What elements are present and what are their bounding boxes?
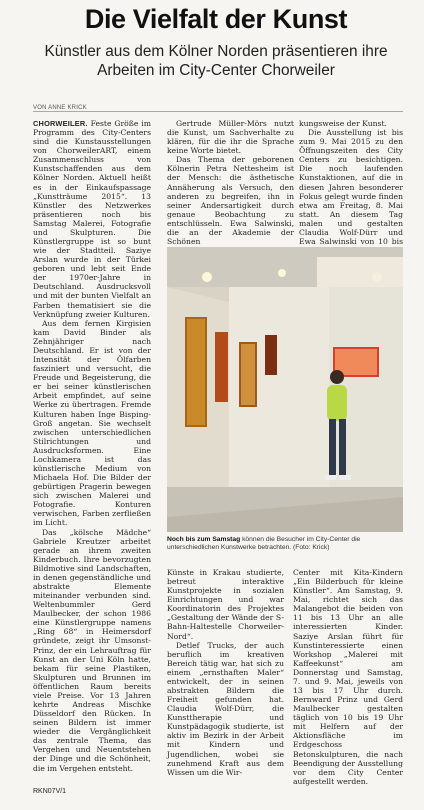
paragraph: Center mit Kita-Kindern „Ein Bilderbuch für kleine Künstler“. Am Samstag, 9. Mai, richtet sich das Malangebot die beiden von 11 bis 13 Uhr an alle interessierten Kinder. Saziye Arslan führt für Kunstinteressierte einen Workshop „Malerei mit Kaffeekunst“ am Donnerstag und Samstag, 7. und 9. Mai, jeweils von 13 bis 17 Uhr durch. Bernward Prinz und Gerd Maulbecker gestalten täglich von 10 bis 19 Uhr mit Helfern auf der Aktionsfläche im Erdgeschoss Betonskulpturen, die nach Beendigung der Ausstellung vor dem City Center aufgestellt werden. bbox=[293, 568, 403, 786]
caption-bold: Noch bis zum Samstag bbox=[167, 536, 241, 543]
paragraph: Detlef Trucks, der auch beruflich im kreativen Bereich tätig war, hat sich zu einem „ernsthaften Maler“ entwickelt, der in seinen abstrakten Bildern die Freiheit gefunden hat. Claudia Wolf-Dürr, die Kunsttherapie und Kunstpädagogik studierte, ist aktiv im Bezirk in der Arbeit mit Kindern und Jugendlichen, wobei sie zunehmend Kraft aus dem Wissen um die Wir- bbox=[167, 640, 284, 777]
paragraph: Das Thema der geborenen Kölnerin Petra Nettesheim ist der Mensch: die ästhetische Annäherung als Versuch, den anderen zu begreifen, ihn in seiner Andersartigkeit durch genaue Beobachtung zu entschlüsseln. Ewa Salwinski, die an der Akademie der Schönen bbox=[167, 155, 294, 247]
subheadline: Künstler aus dem Kölner Norden präsentieren ihre Arbeiten im City-Center Chorweiler bbox=[44, 43, 388, 79]
paragraph: CHORWEILER. Feste Größe im Programm des City-Centers sind die Kunstausstellungen von ChorweilerART, einem Zusammenschluss von Kunstschaffenden aus dem Kölner Norden. Aktuell heißt es in der Einkaufspassage „Kunstträume 2015“. 13 Künstler des Netzwerkes präsentieren noch bis Samstag Malerei, Fotografie und Skulpturen. Die Künstlergruppe ist so bunt wie der Stadtteil. Saziye Arslan wurde in der Türkei geboren und lebt seit Ende der 1970er-Jahre in Deutschland. Ausdrucksvoll und mit der bunten Vielfalt an Farben thematisiert sie die Verknüpfung zweier Kulturen. bbox=[33, 119, 151, 319]
article-column-3 bbox=[299, 119, 403, 247]
article-column-5 bbox=[293, 568, 403, 786]
paragraph: Künste in Krakau studierte, betreut interaktive Kunstprojekte in sozialen Einrichtungen und war Koordinatorin des Projektes „Gestaltung der Wände der S-Bahn-Haltestelle Chorweiler-Nord“. bbox=[167, 568, 284, 641]
article-column-2 bbox=[167, 119, 294, 247]
paragraph: kungsweise der Kunst. bbox=[299, 119, 387, 128]
article-column-1 bbox=[33, 119, 151, 773]
exhibition-photo-image bbox=[167, 247, 403, 532]
paragraph: Die Ausstellung ist bis zum 9. Mai 2015 zu den Öffnungszeiten des City Centers zu besichtigen. Die noch laufenden Kunstaktionen, auf die in diesen Jahren besonderer Fokus gelegt wurde finden etwa am Freitag, 8. Mai statt. An diesem Tag malen und gestalten Claudia Wolf-Dürr und Ewa Salwinski von 10 bis bbox=[299, 128, 403, 247]
paragraph: Das „kölsche Mädche“ Gabriele Kreutzer arbeitet gerade an ihrem zweiten Kinderbuch. Ihre bevorzugten Bildmotive sind Landschaften, in denen gegenständliche und abstrakte Elemente miteinander verbunden sind. Weltenbummler Gerd Maulbecker, der schon 1986 eine Künstlergruppe namens „Ring 68“ in Heimersdorf gründete, zeigt ihr Umsonst-Prinz, der ein Lehrauftrag für Kunst an der Uni Köln hatte, bekam für seine Plastiken, Skulpturen und Brunnen im öffentlichen Raum bereits viele Preise. Vor 13 Jahren kehrte Andreas Mischke Düsseldorf den Rücken. In seinen Bildern ist immer wieder die Vergänglichkeit das zentrale Thema, das Vergehen und Neuentstehen der Dinge und die Schönheit, die im Vergehen entsteht. bbox=[33, 527, 151, 773]
exhibition-photo bbox=[167, 247, 403, 532]
paragraph: Gertrude Müller-Mörs nutzt die Kunst, um Sachverhalte zu klären, für die ihr die Sprache keine Worte bietet. bbox=[167, 119, 294, 156]
divider bbox=[33, 111, 403, 112]
article-column-4 bbox=[167, 568, 284, 777]
byline: VON ANNE KRICK bbox=[33, 105, 87, 111]
caption-text: können die Besucher im City-Center die unterschiedlichen Kunstwerke betrachten. (Foto: Krick) bbox=[167, 536, 361, 552]
headline: Die Vielfalt der Kunst bbox=[84, 4, 348, 34]
paragraph: Aus dem fernen Kirgisien kam David Binder als Zehnjähriger nach Deutschland. Er ist von der Intensität der Ölfarben fasziniert und versucht, die Freude und Begeisterung, die er bei seiner künstlerischen Arbeit empfindet, auf seine Werke zu übertragen. Fremde Kulturen haben Inge Bisping-Groß angetan. Sie wechselt zwischen unterschiedlichen Stilrichtungen und Ausdrucksformen. Eine Lochkamera ist das künstlerische Medium von Michaela Hof. Die Bilder der gebürtigen Pragerin bewegen sich zwischen Malerei und Fotografie. Konturen verwischen, Farben zerfließen im Licht. bbox=[33, 318, 151, 528]
page-code: RKN07V/1 bbox=[33, 788, 67, 795]
dateline: CHORWEILER. bbox=[33, 119, 88, 128]
photo-caption bbox=[167, 536, 403, 553]
